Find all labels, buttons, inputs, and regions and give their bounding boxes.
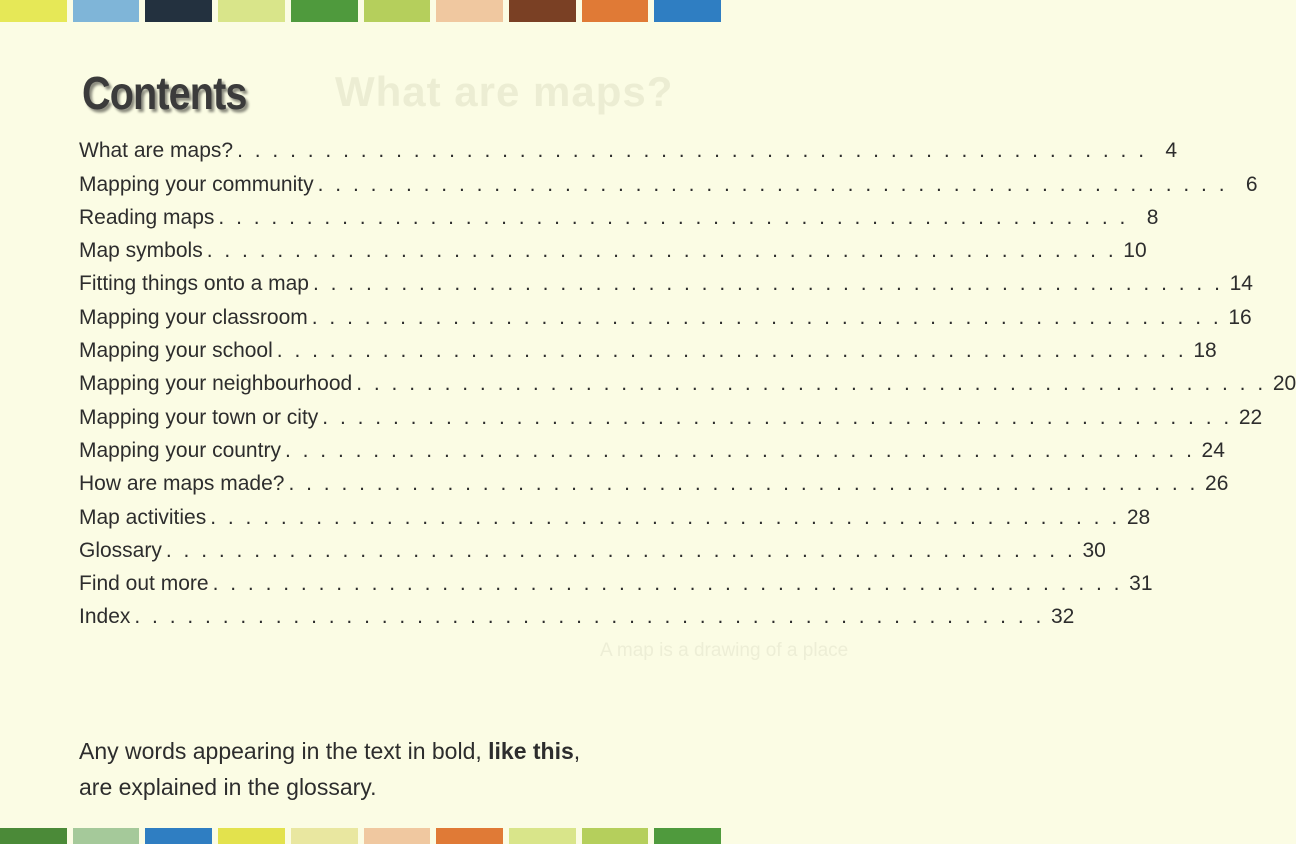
color-swatch	[364, 828, 431, 844]
toc-leader-dots	[166, 534, 1076, 567]
toc-page-number: 22	[1238, 405, 1263, 429]
toc-entry-title: Reading maps	[79, 205, 215, 229]
table-of-contents	[79, 134, 1296, 633]
color-swatch	[654, 828, 721, 844]
toc-entry-title: How are maps made?	[79, 472, 285, 496]
toc-leader-dots	[134, 600, 1044, 633]
top-color-bar	[0, 0, 721, 22]
toc-entry[interactable]	[79, 300, 1252, 333]
toc-page-number: 24	[1201, 438, 1225, 462]
toc-entry-title: Mapping your classroom	[79, 305, 308, 329]
toc-leader-dots	[277, 334, 1187, 367]
show-through-text: A map is a drawing of a place	[600, 640, 849, 661]
color-swatch	[582, 0, 649, 22]
toc-entry[interactable]	[79, 334, 1217, 367]
toc-entry-title: Mapping your neighbourhood	[79, 372, 353, 396]
toc-entry[interactable]	[79, 600, 1075, 633]
bold-example: like this	[488, 738, 574, 764]
toc-entry[interactable]	[79, 234, 1147, 267]
toc-entry[interactable]	[79, 434, 1225, 467]
color-swatch	[436, 828, 503, 844]
toc-entry-title: Mapping your community	[79, 172, 314, 196]
toc-entry[interactable]	[79, 267, 1253, 300]
color-swatch	[582, 828, 649, 844]
toc-entry[interactable]	[79, 400, 1263, 433]
color-swatch	[291, 828, 358, 844]
toc-entry-title: Map symbols	[79, 239, 203, 263]
toc-entry-title: Mapping your school	[79, 339, 273, 363]
color-swatch	[509, 0, 576, 22]
color-swatch	[0, 828, 67, 844]
glossary-note-line2: are explained in the glossary.	[79, 774, 377, 800]
toc-entry-title: Index	[79, 605, 131, 629]
glossary-note-comma: ,	[573, 738, 581, 764]
toc-page-number: 30	[1082, 538, 1106, 562]
toc-page-number: 28	[1126, 505, 1151, 529]
toc-entry-title: Fitting things onto a map	[79, 272, 309, 296]
glossary-note	[79, 733, 679, 805]
toc-entry[interactable]	[79, 201, 1159, 234]
toc-entry-title: Glossary	[79, 538, 162, 562]
color-swatch	[509, 828, 576, 844]
toc-entry[interactable]	[79, 367, 1296, 400]
toc-entry[interactable]	[79, 467, 1229, 500]
toc-entry[interactable]	[79, 567, 1153, 600]
page-title: Contents	[82, 67, 247, 119]
color-swatch	[0, 0, 67, 22]
toc-entry-title: Map activities	[79, 505, 207, 529]
bottom-color-bar	[0, 828, 721, 844]
toc-page-number: 16	[1228, 305, 1252, 329]
toc-entry[interactable]	[79, 167, 1258, 200]
toc-leader-dots	[213, 567, 1123, 600]
toc-page-number: 8	[1146, 205, 1159, 229]
color-swatch	[364, 0, 431, 22]
toc-leader-dots	[322, 401, 1232, 434]
toc-leader-dots	[318, 168, 1228, 201]
toc-page-number: 26	[1205, 472, 1229, 496]
toc-page-number: 14	[1229, 272, 1253, 296]
toc-leader-dots	[237, 134, 1147, 167]
toc-page-number: 20	[1272, 372, 1296, 396]
color-swatch	[654, 0, 721, 22]
toc-entry[interactable]	[79, 134, 1178, 167]
toc-entry[interactable]	[79, 534, 1106, 567]
color-swatch	[218, 828, 285, 844]
color-swatch	[291, 0, 358, 22]
toc-page-number: 31	[1129, 572, 1153, 596]
toc-entry-title: Mapping your country	[79, 438, 281, 462]
toc-leader-dots	[210, 501, 1120, 534]
show-through-heading: What are maps?	[335, 68, 674, 115]
color-swatch	[218, 0, 285, 22]
toc-entry-title: What are maps?	[79, 139, 234, 163]
toc-page-number: 4	[1165, 139, 1178, 163]
toc-entry-title: Mapping your town or city	[79, 405, 319, 429]
toc-page-number: 32	[1050, 605, 1075, 629]
toc-leader-dots	[312, 301, 1222, 334]
toc-leader-dots	[285, 434, 1195, 467]
color-swatch	[436, 0, 503, 22]
toc-leader-dots	[207, 234, 1117, 267]
toc-leader-dots	[218, 201, 1128, 234]
toc-page-number: 6	[1245, 172, 1258, 196]
glossary-note-text: Any words appearing in the text in bold,	[79, 738, 489, 764]
toc-leader-dots	[356, 367, 1266, 400]
toc-page-number: 10	[1123, 239, 1147, 263]
toc-leader-dots	[288, 467, 1198, 500]
toc-entry[interactable]	[79, 500, 1151, 533]
toc-leader-dots	[313, 267, 1223, 300]
color-swatch	[145, 828, 212, 844]
toc-entry-title: Find out more	[79, 572, 209, 596]
color-swatch	[73, 0, 140, 22]
toc-page-number: 18	[1193, 339, 1217, 363]
color-swatch	[73, 828, 140, 844]
color-swatch	[145, 0, 212, 22]
